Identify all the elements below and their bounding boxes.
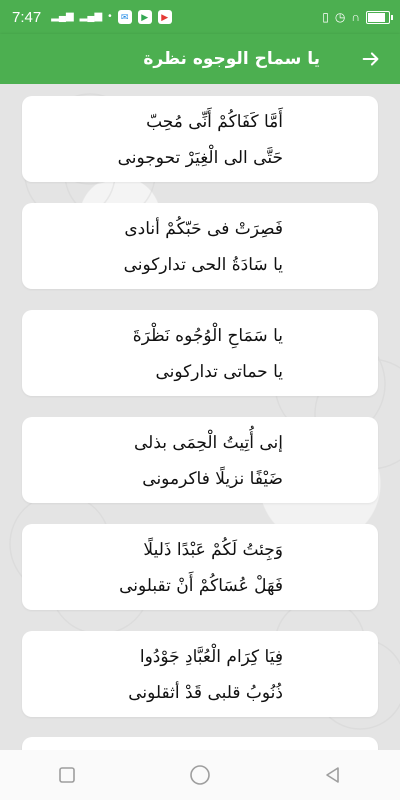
poem-line: يا سَمَاحِ الْوُجُوه نَظْرَةَ <box>132 326 283 346</box>
poem-card[interactable] <box>22 310 378 396</box>
poem-card[interactable] <box>22 631 378 717</box>
page-title: يا سماح الوجوه نظرة <box>143 49 320 69</box>
poem-line: أَمَّا كَفَاكُمْ أَنِّى مُحِبّ <box>146 112 283 132</box>
youtube-icon: ▶ <box>158 10 172 24</box>
more-notifications-icon: • <box>108 11 112 22</box>
poem-line: ذُنُوبُ قلبى قَدْ أثقلونى <box>128 683 283 703</box>
poem-line: إنى أُتِيتُ الْحِمَى بذلى <box>134 433 283 453</box>
poem-line: فَهَلْ عُسَاكُمْ أَنْ تقبلونى <box>119 576 283 596</box>
poem-card[interactable] <box>22 203 378 289</box>
square-icon <box>58 766 76 784</box>
status-time: 7:47 <box>12 8 42 26</box>
alarm-icon: ◷ <box>334 10 346 24</box>
poem-line: ضَيْفًا نزيلًا فاكرمونى <box>142 469 283 489</box>
app-bar <box>0 34 400 84</box>
status-bar <box>0 0 400 34</box>
circle-icon <box>189 764 211 786</box>
navigation-bar <box>0 750 400 800</box>
poem-card[interactable] <box>22 417 378 503</box>
poem-card[interactable] <box>22 96 378 182</box>
home-button[interactable] <box>180 755 220 795</box>
poem-line: حَتَّى الى الْغِيَرْ تحوجونى <box>117 148 283 168</box>
signal-icon-2: ▂▄▆ <box>79 11 103 22</box>
battery-icon <box>366 11 390 24</box>
poem-line: يا حماتى تداركونى <box>155 362 283 382</box>
triangle-back-icon <box>323 765 343 785</box>
signal-icon: ▂▄▆ <box>51 11 74 22</box>
poem-card[interactable] <box>22 737 378 750</box>
headset-icon: ∩ <box>351 10 360 24</box>
poem-line: وَجِئتُ لَكُمْ عَبْدًا ذَليلًا <box>143 540 283 560</box>
messenger-icon: ✉ <box>118 10 132 24</box>
poem-list[interactable] <box>0 84 400 750</box>
back-nav-button[interactable] <box>313 755 353 795</box>
poem-line: يا سَادَةُ الحى تداركونى <box>123 255 283 275</box>
arrow-right-icon <box>360 48 382 70</box>
poem-card[interactable] <box>22 524 378 610</box>
back-button[interactable] <box>356 44 386 74</box>
poem-line: فِيَا كِرَام الْعُبَّادِ جَوْدُوا <box>139 647 283 667</box>
vibrate-icon: ▯ <box>322 10 329 24</box>
play-store-icon: ▶ <box>138 10 152 24</box>
poem-line: فَصِرَتْ فى حَبّكُمْ أنادى <box>124 219 283 239</box>
recent-apps-button[interactable] <box>47 755 87 795</box>
